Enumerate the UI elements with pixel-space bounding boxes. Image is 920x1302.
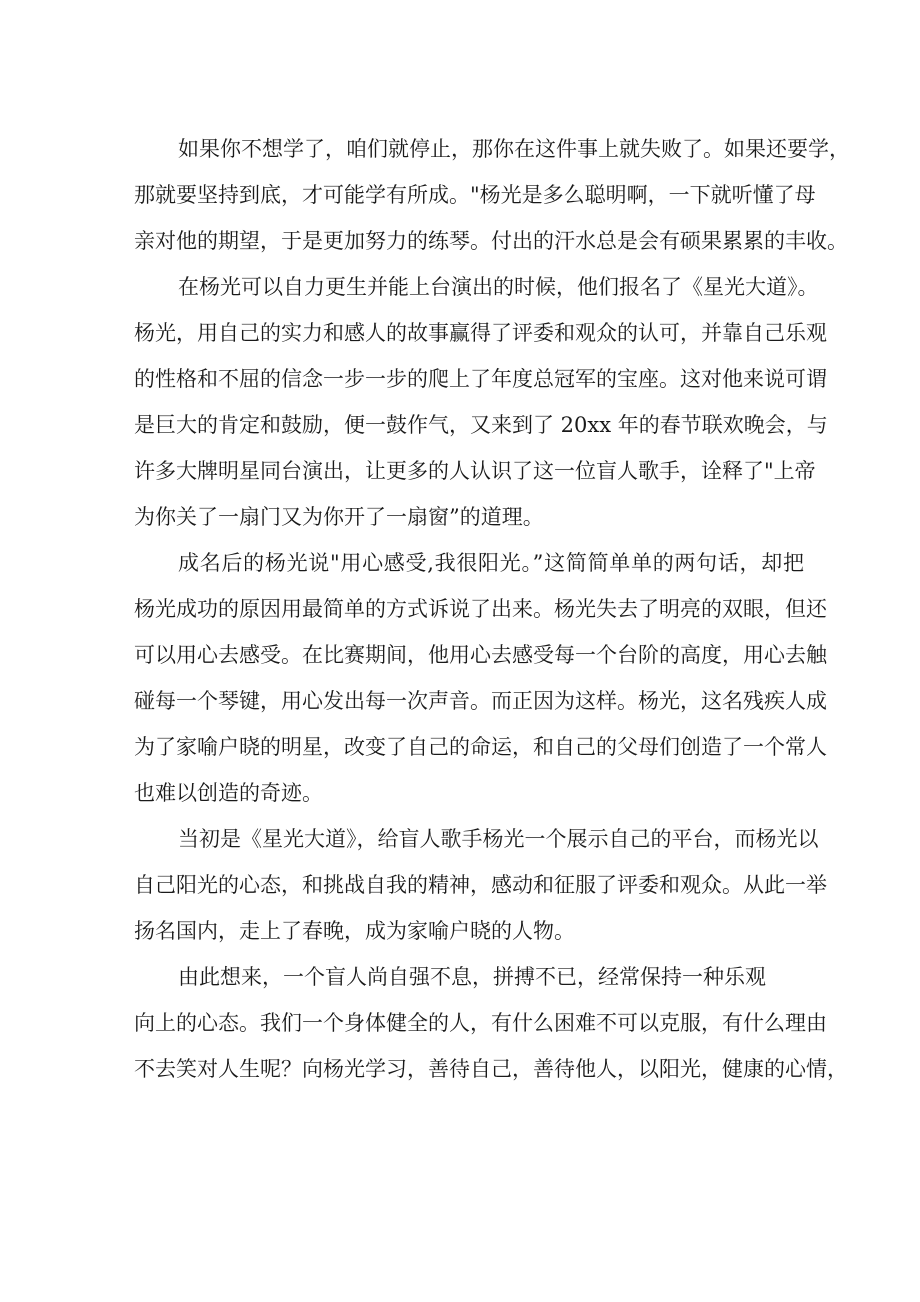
text-line: 可以用心去感受。在比赛期间，他用心去感受每一个台阶的高度，用心去触 <box>134 643 827 667</box>
text-line: 是巨大的肯定和鼓励，便一鼓作气，又来到了 20xx 年的春节联欢晚会，与 <box>134 413 828 437</box>
text-line: 杨光，用自己的实力和感人的故事赢得了评委和观众的认可，并靠自己乐观 <box>134 321 827 345</box>
paragraph-4 <box>134 820 827 958</box>
paragraph-3 <box>134 544 827 820</box>
paragraph-5 <box>134 958 848 1096</box>
text-line: 碰每一个琴键，用心发出每一次声音。而正因为这样。杨光，这名残疾人成 <box>134 689 827 713</box>
text-line: 不去笑对人生呢？向杨光学习，善待自己，善待他人，以阳光，健康的心情， <box>134 1057 848 1081</box>
text-line: 由此想来，一个盲人尚自强不息，拼搏不已，经常保持一种乐观 <box>178 965 766 989</box>
text-line: 许多大牌明星同台演出，让更多的人认识了这一位盲人歌手，诠释了"上帝 <box>134 459 816 483</box>
text-line: 成名后的杨光说"用心感受,我很阳光。”这简简单单的两句话，却把 <box>178 551 804 575</box>
text-line: 亲对他的期望，于是更加努力的练琴。付出的汗水总是会有硕果累累的丰收。 <box>134 229 848 253</box>
text-line: 为你关了一扇门又为你开了一扇窗”的道理。 <box>134 505 544 529</box>
text-line: 那就要坚持到底，才可能学有所成。"杨光是多么聪明啊，一下就听懂了母 <box>134 183 816 207</box>
text-line: 的性格和不屈的信念一步一步的爬上了年度总冠军的宝座。这对他来说可谓 <box>134 367 827 391</box>
paragraph-1 <box>134 130 850 268</box>
paragraph-2 <box>134 268 828 544</box>
text-line: 也难以创造的奇迹。 <box>134 781 323 805</box>
text-line: 向上的心态。我们一个身体健全的人，有什么困难不可以克服，有什么理由 <box>134 1011 827 1035</box>
text-line: 当初是《星光大道》，给盲人歌手杨光一个展示自己的平台，而杨光以 <box>178 827 819 851</box>
document-body <box>134 130 850 1096</box>
text-line: 如果你不想学了，咱们就停止，那你在这件事上就失败了。如果还要学， <box>178 137 850 161</box>
text-line: 为了家喻户晓的明星，改变了自己的命运，和自己的父母们创造了一个常人 <box>134 735 827 759</box>
text-line: 在杨光可以自力更生并能上台演出的时候，他们报名了《星光大道》。 <box>178 275 819 299</box>
text-line: 自己阳光的心态，和挑战自我的精神，感动和征服了评委和观众。从此一举 <box>134 873 827 897</box>
text-line: 杨光成功的原因用最简单的方式诉说了出来。杨光失去了明亮的双眼，但还 <box>134 597 827 621</box>
text-line: 扬名国内，走上了春晚，成为家喻户晓的人物。 <box>134 919 575 943</box>
